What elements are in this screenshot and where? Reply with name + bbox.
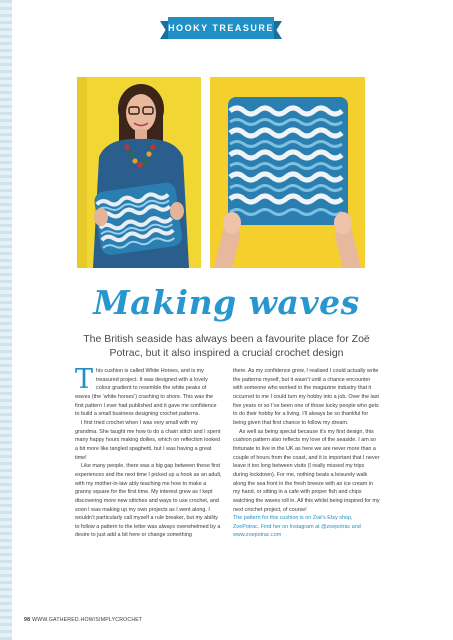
pattern-credit-link[interactable]: The pattern for this cushion is on Zoë’s Etsy shop, ZoePotrac. Find her on Instagram at @zoepotrac and www.zoepotrac.com: [233, 515, 361, 539]
body-paragraph: Like many people, there was a big gap between these first experiences and the next time I picked up a hook as an adult, with my mother-in-law ably teaching me how to make a granny square for the first time. My interest grew as I kept discovering more new stitches and ways to use crochet, and soon I was making up my own projects as I went along. I wouldn’t particularly call myself a rule breaker, but my ability to follow a pattern to the letter was always overwhelmed by a desire to just add a bit here or change something: [75, 463, 222, 539]
body-paragraph: I first tried crochet when I was very small with my grandma. She taught me how to do a chain stitch and I spent many happy hours making doilies, which on reflection looked a bit more like tangled spaghetti, but I was having a great time!: [75, 419, 221, 461]
folio-url: WWW.GATHERED.HOW/SIMPLYCROCHET: [32, 617, 143, 623]
cushion-illustration: [210, 77, 365, 268]
body-paragraph-text: his cushion is called White Horses, and is my treasured project. It was designed with a lovely colour gradient to resemble the white peaks of waves (the ‘white horses’) crashing to shore. This was the first pattern I ever had published and it gave me confidence to build a small business designing crochet patterns.: [75, 368, 217, 418]
section-banner: [160, 17, 282, 39]
body-column-right: [233, 367, 380, 540]
portrait-illustration: [77, 77, 201, 268]
drop-cap: T: [75, 364, 94, 395]
page-folio: [24, 617, 142, 623]
body-paragraph: there. As my confidence grew, I realised I could actually write the patterns myself, but it wasn’t until a chance encounter with someone who worked in the magazine industry that it occurred to me I could turn my hobby into a job. Over the last five years or so I’ve been one of those lucky people who gets to do their hobby for a living. I’ll always be so thankful for being given that first chance to follow my dream.: [233, 368, 379, 426]
article-headline: Making waves: [93, 283, 360, 322]
body-paragraph: [75, 364, 222, 419]
cushion-closeup-photo: [210, 77, 365, 268]
article-standfirst: The British seaside has always been a favourite place for Zoë Potrac, but it also inspired a crucial crochet design: [83, 333, 370, 359]
portrait-photo: [77, 77, 201, 268]
body-column-left: [75, 364, 222, 540]
page-number: 98: [24, 617, 31, 623]
body-paragraph: As well as being special because it’s my first design, this cushion pattern also reflects my love of the seaside. I am so fortunate to live in the UK as here we are never more than a couple of hours from the coast, and it is important that I never leave it too long between visits (I really missed my trips during lockdown). For me, nothing beats a leisurely walk along the sea front in the fresh breeze with an ice cream in my hand, or sitting in a cafe with proper fish and chips watching the waves roll in. All this whilst being inspired for my next crochet project, of course!: [233, 428, 380, 513]
section-banner-label: HOOKY TREASURE: [168, 23, 274, 33]
